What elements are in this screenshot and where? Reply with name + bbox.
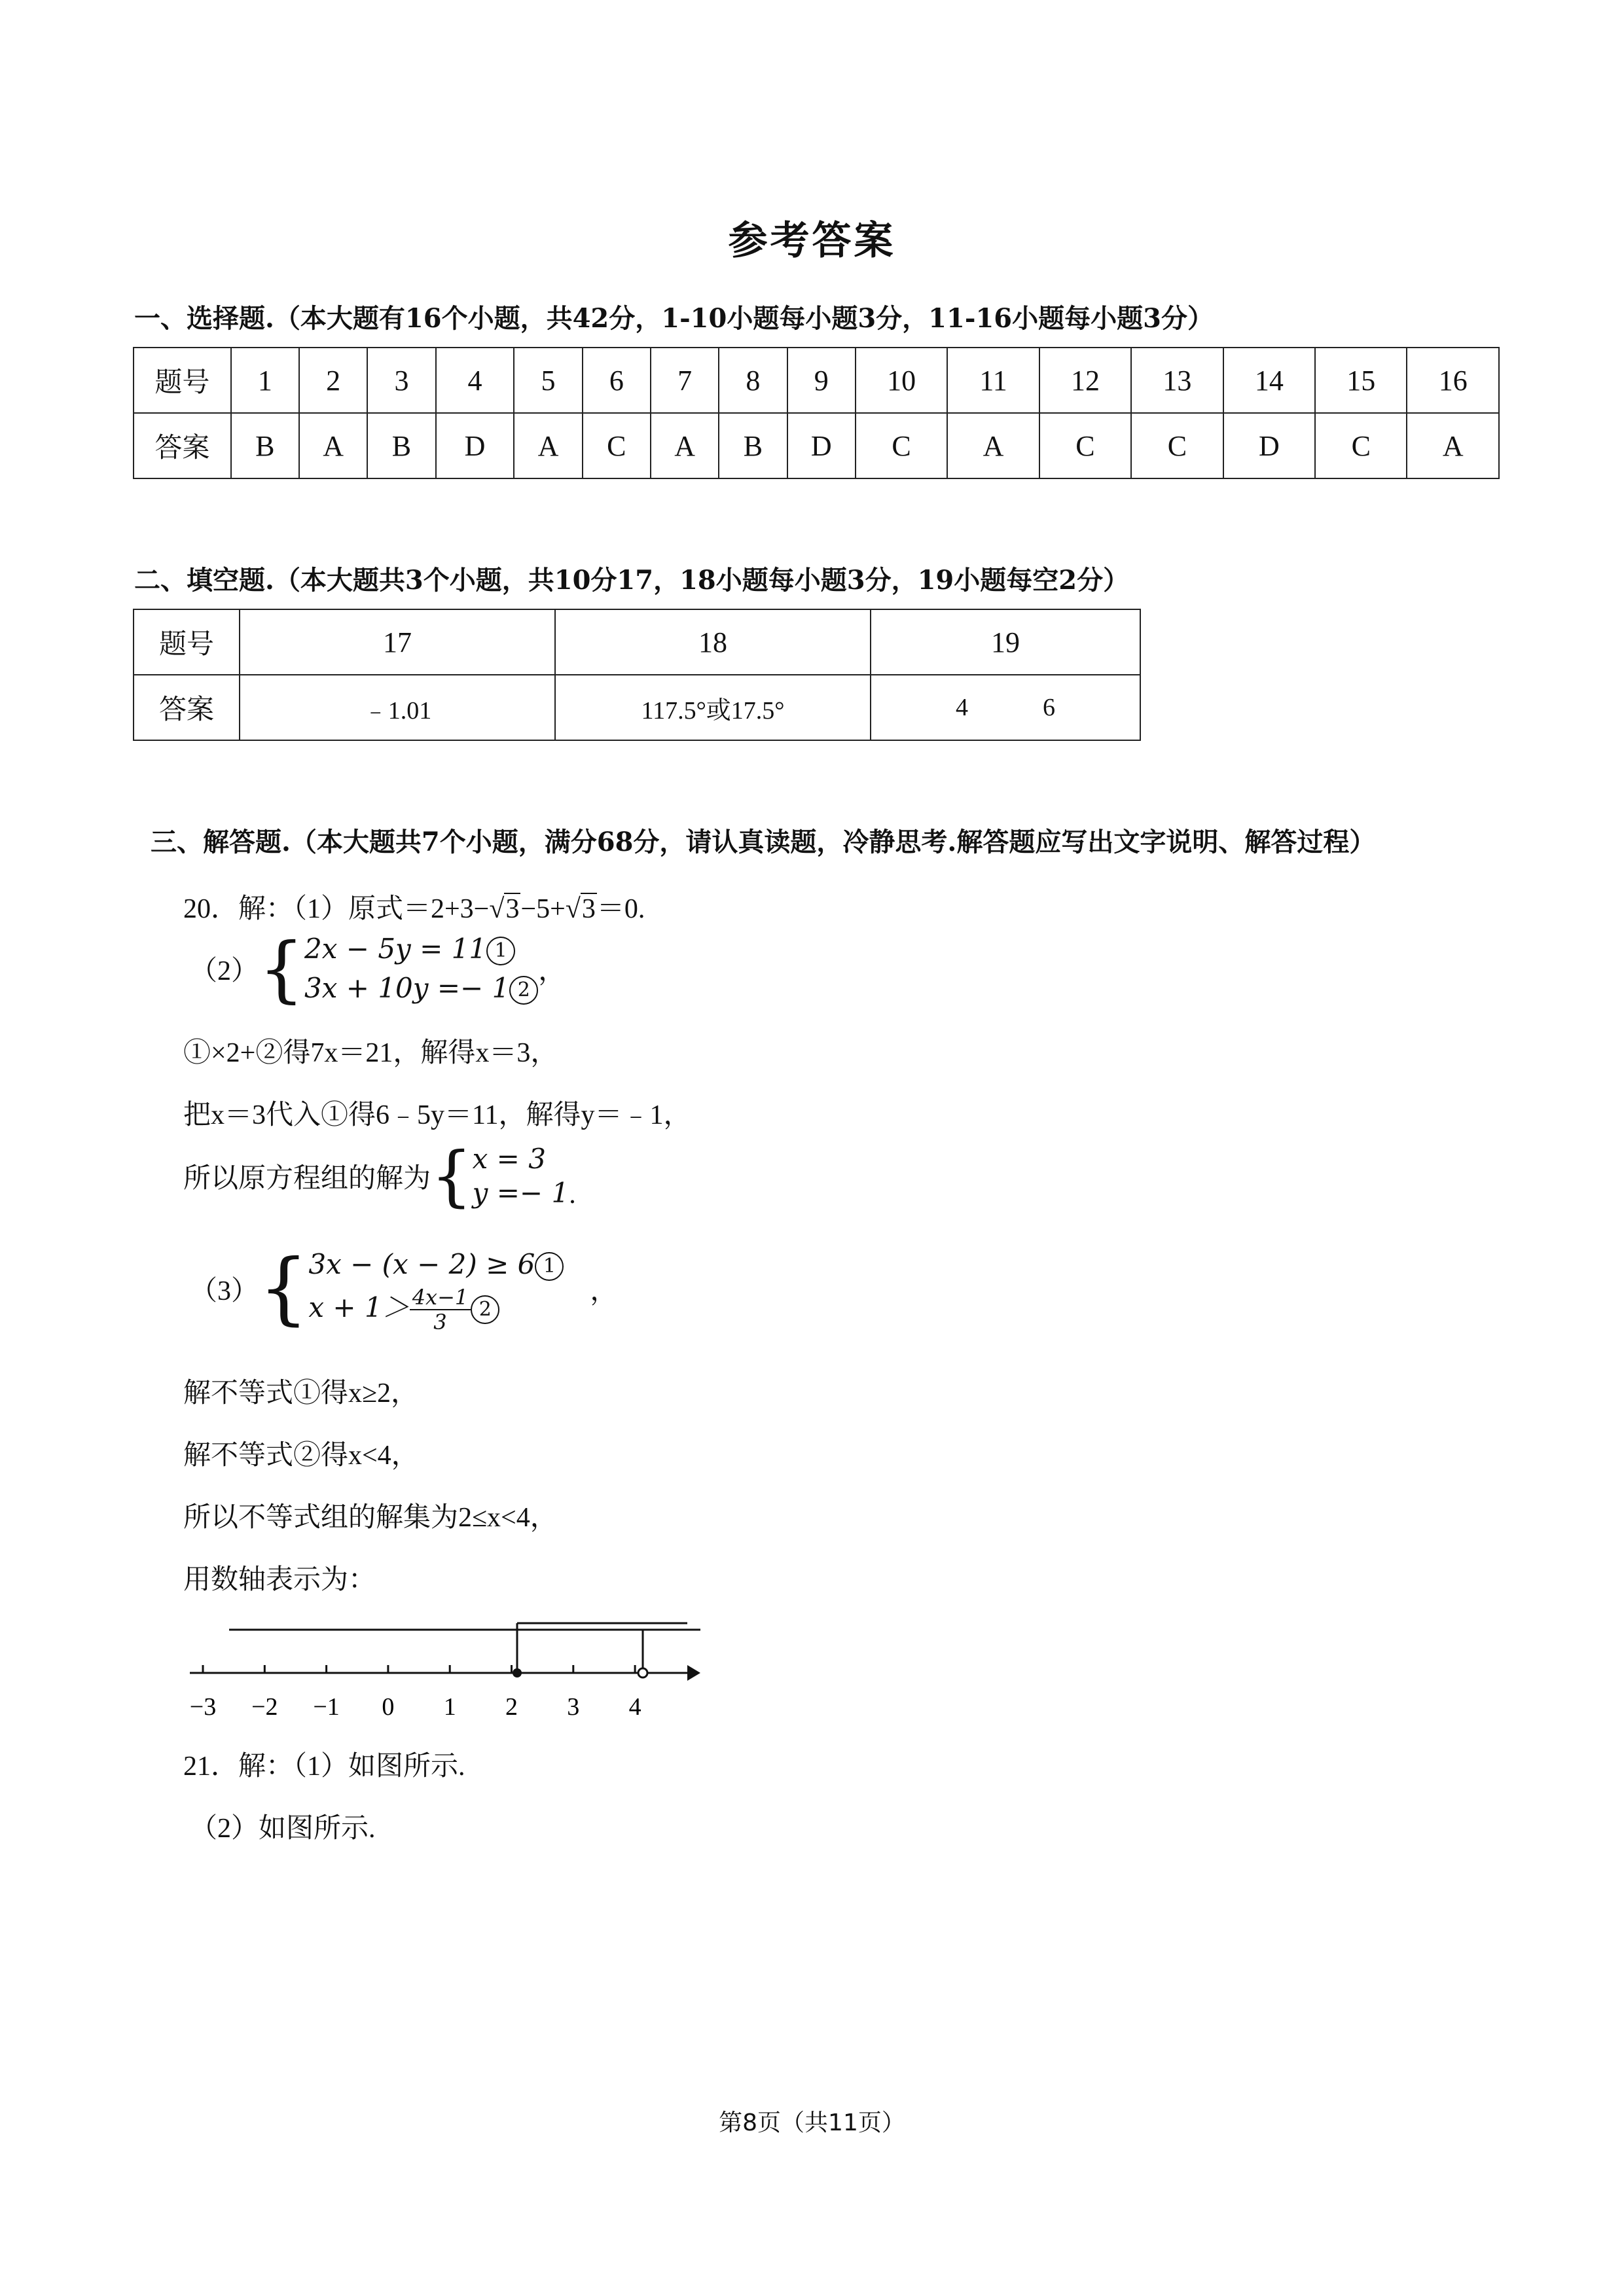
cell: 5 <box>514 348 582 413</box>
choice-answer-table <box>133 347 1500 479</box>
cell: B <box>367 413 435 478</box>
page-title: 参考答案 <box>728 218 896 264</box>
answer-row <box>134 675 1140 740</box>
cell: 4 6 <box>871 675 1140 740</box>
cell: 19 <box>871 609 1140 675</box>
cell: C <box>1039 413 1131 478</box>
cell: 13 <box>1131 348 1223 413</box>
tick-marks <box>203 1665 635 1673</box>
sqrt-term-2: 3 <box>581 894 596 924</box>
row-label-question: 题号 <box>134 348 231 413</box>
cell: A <box>299 413 367 478</box>
number-line-diagram <box>177 1617 713 1734</box>
q20-part3-step4: 用数轴表示为： <box>183 1565 376 1595</box>
cell: 8 <box>719 348 787 413</box>
q20-part2-system: （2）{2x − 5y = 11 1 3x + 10y =− 1 2， <box>190 927 566 1011</box>
cell: 6 <box>583 348 651 413</box>
q20-part1: 20．解：（1）原式＝2+3−√3−5+√3＝0. <box>183 894 645 924</box>
axis-arrow <box>687 1665 700 1681</box>
cell: 2 <box>299 348 367 413</box>
q20-part2-step2: 把x＝3代入①得6﹣5y＝11，解得y＝﹣1， <box>183 1100 691 1130</box>
cell: 16 <box>1407 348 1499 413</box>
cell: B <box>231 413 299 478</box>
q20-part2-solution: 所以原方程组的解为{x = 3 y =− 1. <box>183 1138 576 1214</box>
open-point-4 <box>638 1668 647 1677</box>
cell: 9 <box>787 348 856 413</box>
cell: 11 <box>947 348 1039 413</box>
brace-symbol: { <box>259 1243 309 1334</box>
tick-label: −1 <box>313 1693 340 1721</box>
cell: A <box>514 413 582 478</box>
cell: A <box>1407 413 1499 478</box>
cell: 18 <box>555 609 871 675</box>
tick-label: −3 <box>189 1693 217 1721</box>
section1-heading: 一、选择题.（本大题有16个小题，共42分，1-10小题每小题3分，11-16小题每小题3分） <box>134 303 1214 334</box>
brace-symbol: { <box>431 1138 473 1214</box>
row-label-answer: 答案 <box>134 675 240 740</box>
tick-label: 3 <box>567 1693 580 1721</box>
cell: 117.5°或17.5° <box>555 675 871 740</box>
section3-heading: 三、解答题.（本大题共7个小题，满分68分，请认真读题，冷静思考.解答题应写出文字说明、解答过程） <box>151 827 1376 857</box>
cell: C <box>583 413 651 478</box>
cell: C <box>1131 413 1223 478</box>
answer-row <box>134 413 1499 478</box>
tick-labels <box>190 1693 641 1721</box>
row-label-question: 题号 <box>134 609 240 675</box>
fraction: $\frac{4x-1}{3}$ <box>410 1285 471 1334</box>
tick-label: 1 <box>443 1693 456 1721</box>
q20-part3-step1: 解不等式①得x≥2， <box>183 1378 419 1408</box>
cell: 10 <box>856 348 947 413</box>
cell: 4 <box>436 348 514 413</box>
tick-label: 4 <box>628 1693 641 1721</box>
cell: ﹣1.01 <box>240 675 555 740</box>
cell: 15 <box>1315 348 1407 413</box>
cell: A <box>947 413 1039 478</box>
cell: 14 <box>1223 348 1315 413</box>
q21-part2: （2）如图所示. <box>190 1814 376 1844</box>
q20-part2-step1: ①×2+②得7x＝21，解得x＝3， <box>183 1038 558 1068</box>
cell: B <box>719 413 787 478</box>
q20-part3-step2: 解不等式②得x<4， <box>183 1441 419 1471</box>
fill-answer-table <box>133 609 1141 741</box>
question-number-row <box>134 348 1499 413</box>
cell: C <box>1315 413 1407 478</box>
row-label-answer: 答案 <box>134 413 231 478</box>
cell: 3 <box>367 348 435 413</box>
cell: A <box>651 413 719 478</box>
cell: 1 <box>231 348 299 413</box>
question-number-row <box>134 609 1140 675</box>
page-footer: 第8页（共11页） <box>719 2109 905 2136</box>
q20-part3-step3: 所以不等式组的解集为2≤x<4， <box>183 1503 558 1533</box>
tick-label: 2 <box>505 1693 518 1721</box>
section2-heading: 二、填空题.（本大题共3个小题，共10分17，18小题每小题3分，19小题每空2分） <box>134 565 1130 596</box>
cell: C <box>856 413 947 478</box>
tick-label: 0 <box>382 1693 395 1721</box>
tick-label: −2 <box>251 1693 278 1721</box>
cell: D <box>436 413 514 478</box>
brace-symbol: { <box>259 927 305 1011</box>
cell: D <box>1223 413 1315 478</box>
closed-point-2 <box>513 1668 522 1677</box>
sqrt-term-1: 3 <box>505 894 520 924</box>
q21-part1: 21．解：（1）如图所示. <box>183 1751 465 1782</box>
q20-part3-system: （3）{3x − (x − 2) ≥ 6 1 x + 1＞ $\frac{4x-1}{3}$ 2， <box>190 1243 618 1335</box>
cell: 17 <box>240 609 555 675</box>
cell: 12 <box>1039 348 1131 413</box>
cell: D <box>787 413 856 478</box>
cell: 7 <box>651 348 719 413</box>
